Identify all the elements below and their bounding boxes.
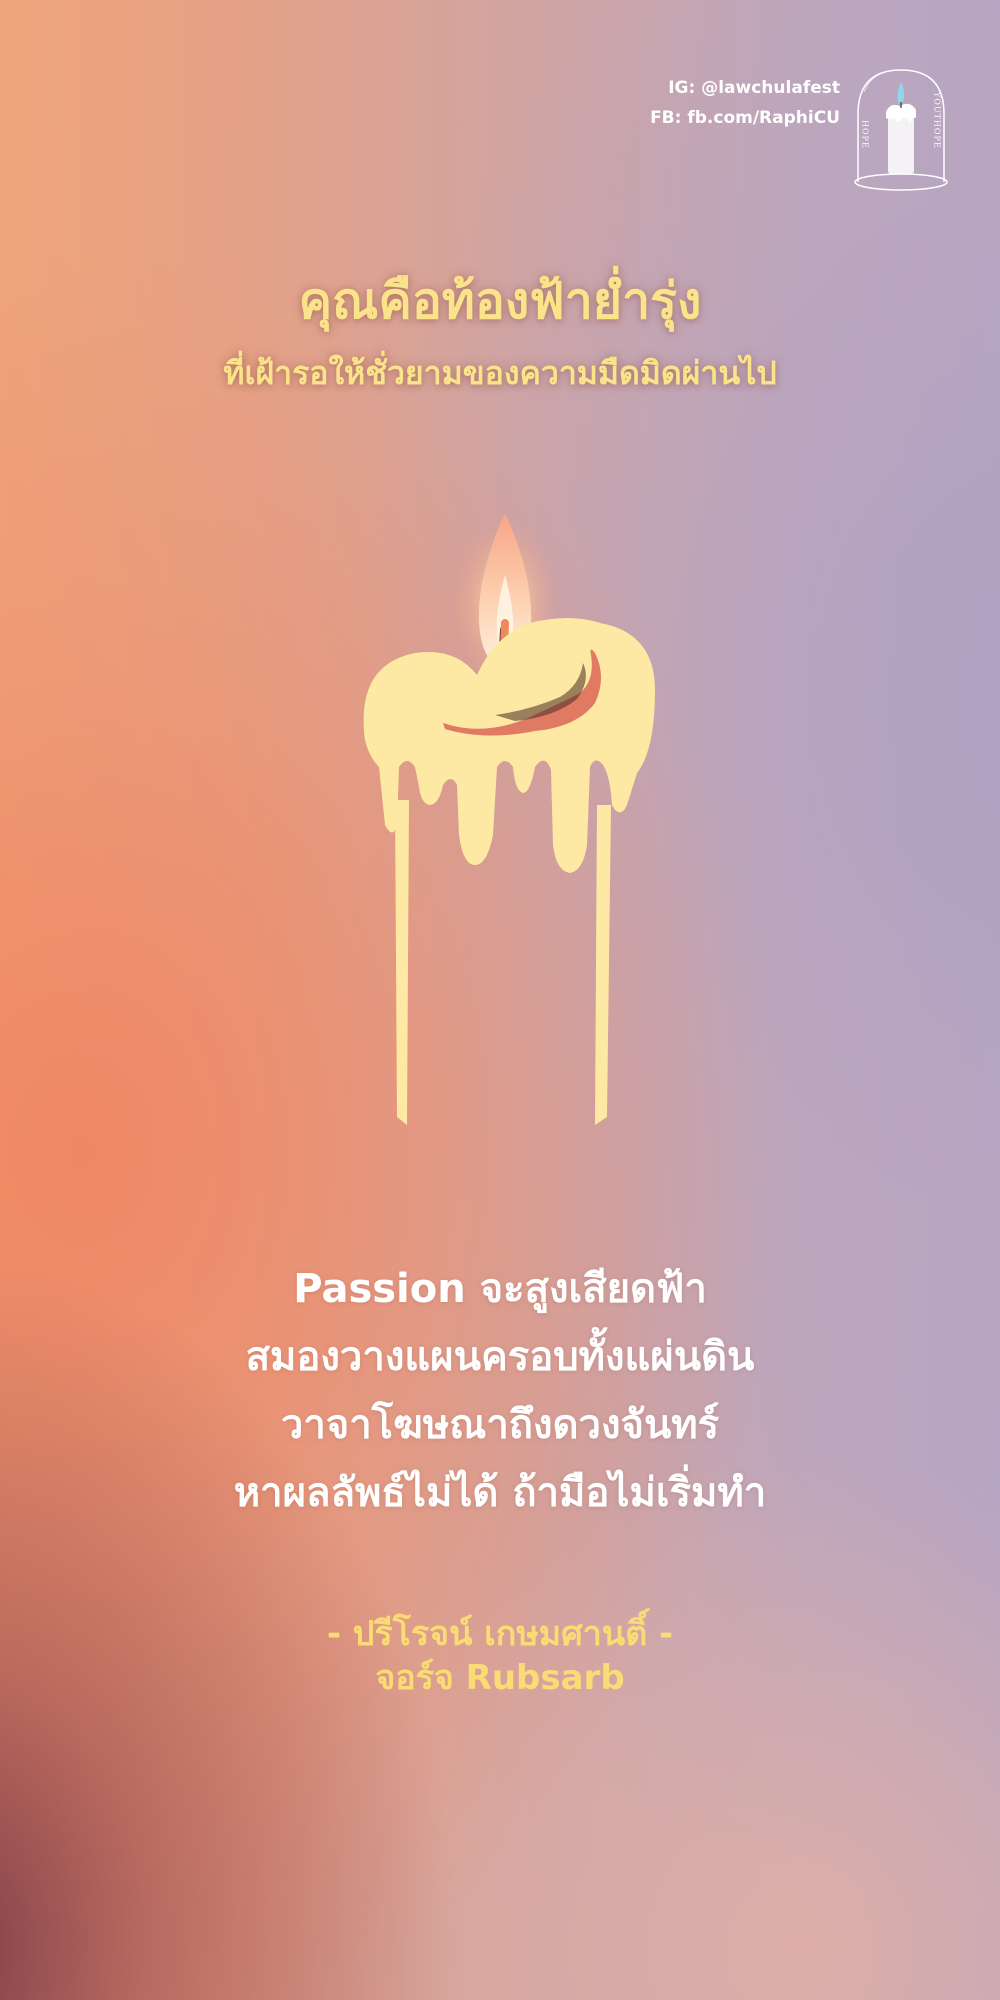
author-credit (0, 1612, 1000, 1700)
logo-text-right: YOUTHOPE (932, 92, 942, 149)
poem-line: หาผลลัพธ์ไม่ได้ ถ้ามือไม่เริ่มทำ (233, 1470, 767, 1516)
poem (0, 1255, 1000, 1527)
poem-line: Passion จะสูงเสียดฟ้า (293, 1266, 707, 1312)
facebook-handle: FB: fb.com/RaphiCU (650, 108, 840, 128)
poem-line: วาจาโฆษณาถึงดวงจันทร์ (280, 1402, 720, 1448)
page-subtitle: ที่เฝ้ารอให้ชั่วยามของความมืดมิดผ่านไป (223, 354, 777, 392)
instagram-handle: IG: @lawchulafest (668, 78, 840, 98)
author-name: - ปรีโรจน์ เกษมศานติ์ - (326, 1614, 674, 1654)
logo-text-left: HOPE (860, 120, 870, 149)
youthope-logo-icon (850, 62, 952, 192)
melting-candle-icon (355, 505, 665, 1130)
page-title: คุณคือท้องฟ้ายํ่ารุ่ง (298, 272, 702, 330)
poem-line: สมองวางแผนครอบทั้งแผ่นดิน (245, 1334, 755, 1380)
author-nickname: จอร์จ Rubsarb (375, 1658, 625, 1698)
social-handles (650, 73, 840, 133)
